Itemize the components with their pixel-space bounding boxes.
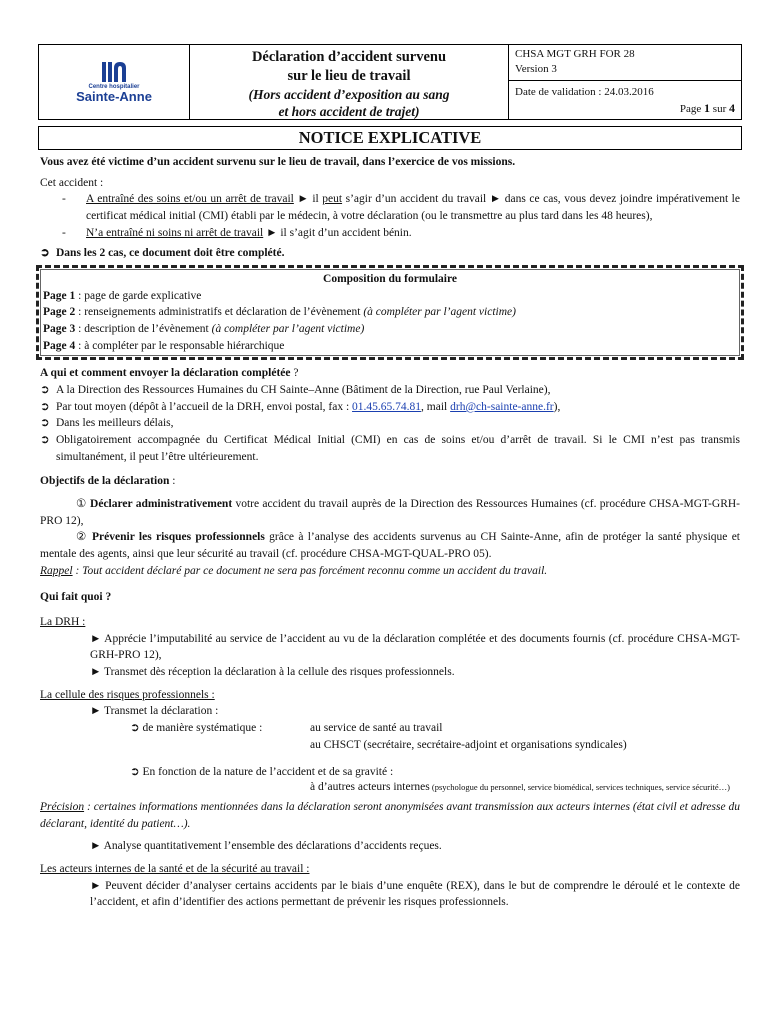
- page-total: 4: [729, 100, 735, 115]
- title-line-2: sur le lieu de travail: [287, 67, 411, 84]
- arrow-icon: ➲: [130, 765, 140, 778]
- objectives-title: Objectifs de la déclaration :: [40, 475, 176, 488]
- document-header: [38, 44, 742, 120]
- analyse-line: ► Analyse quantitativement l’ensemble des déclarations d’accidents reçues.: [90, 840, 442, 853]
- header-title-cell: [190, 45, 509, 119]
- accident-cases-list: [40, 191, 740, 241]
- rappel-note: Rappel : Tout accident déclaré par ce document ne sera pas forcément reconnu comme un accident du travail.: [40, 564, 548, 577]
- doc-reference: CHSA MGT GRH FOR 28: [515, 48, 635, 60]
- drh-line-1: ► Apprécie l’imputabilité au service de l’accident au vu de la déclaration complétée et des documents fournis (cf. procédure CHSA-MGT-GRH-PRO 12),: [90, 632, 740, 662]
- hospital-logo-icon: [99, 60, 129, 84]
- logo-name: Sainte-Anne: [76, 89, 152, 105]
- drh-label: La DRH :: [40, 616, 86, 629]
- case-1-heading: A entraîné des soins et/ou un arrêt de travail: [86, 193, 294, 206]
- header-meta-cell: [509, 45, 741, 119]
- acteurs-label: Les acteurs internes de la santé et de la sécurité au travail :: [40, 863, 310, 876]
- arrow-icon: ➲: [40, 400, 50, 413]
- acteurs-line-1: ► Peuvent décider d’analyser certains accidents par le biais d’une enquête (REX), dans le but de comprendre le déroulé et le contexte de l’accident, et afin d’identifier des actions permettant de prévenir les risques professionnels.: [90, 879, 740, 909]
- objective-2: ② Prévenir les risques professionnels grâce à l’analyse des accidents survenus au CH Sainte-Anne, afin de protéger la santé physique et mentale des agents, ainsi que leur sécurité au travail (cf. procédure CHSA-MGT-QUAL-PRO 05).: [40, 531, 740, 561]
- send-line-3: ➲ Dans les meilleurs délais,: [40, 415, 740, 432]
- nature-line: ➲ En fonction de la nature de l’accident et de sa gravité :: [130, 765, 394, 778]
- systematic-block: [40, 720, 740, 753]
- systematic-label: ➲ de manière systématique :: [130, 722, 263, 735]
- main-content: [40, 154, 740, 911]
- qui-fait-quoi-title: Qui fait quoi ?: [40, 591, 112, 604]
- drh-line-2: ► Transmet dès réception la déclaration à la cellule des risques professionnels.: [90, 666, 455, 679]
- composition-box: [36, 265, 744, 360]
- page-indicator: Page 1 sur 4: [679, 100, 735, 115]
- validation-date: Date de validation : 24.03.2016: [515, 86, 654, 98]
- subtitle-line-1: (Hors accident d’exposition au sang: [248, 86, 450, 102]
- systematic-dest-1: au service de santé au travail: [310, 722, 443, 735]
- cet-accident-label: Cet accident :: [40, 176, 104, 189]
- hospital-logo: [76, 60, 152, 104]
- send-title: A qui et comment envoyer la déclaration complétée ?: [40, 367, 299, 380]
- logo-small-text: Centre hospitalier: [88, 84, 140, 91]
- list-item: - A entraîné des soins et/ou un arrêt de travail ► il peut s’agir d’un accident du travail ► dans ce cas, vous devez joindre impérativement le certificat médical initial (CMI) établi par le médecin, à votre déclaration (ou le transmettre au plus tard dans les 48 heures),: [62, 193, 740, 223]
- composition-page-4: Page 4 : à compléter par le responsable hiérarchique: [43, 339, 285, 352]
- arrow-icon: ➲: [40, 384, 50, 397]
- mail-link[interactable]: drh@ch-sainte-anne.fr: [450, 400, 554, 413]
- internes-line: à d’autres acteurs internes (psychologue du personnel, service biomédical, services techniques, service sécurité…): [310, 781, 730, 794]
- subtitle-line-2: et hors accident de trajet): [278, 104, 420, 120]
- objective-1: ① Déclarer administrativement votre accident du travail auprès de la Direction des Ressources Humaines (cf. procédure CHSA-MGT-GRH-PRO 12),: [40, 498, 740, 527]
- systematic-dest-2: au CHSCT (secrétaire, secrétaire-adjoint et organisations syndicales): [310, 738, 627, 751]
- arrow-icon: ➲: [130, 722, 140, 735]
- send-line-2: ➲ Par tout moyen (dépôt à l’accueil de la DRH, envoi postal, fax : 01.45.65.74.81, mail drh@ch-sainte-anne.fr),: [40, 399, 740, 416]
- intro-text: Vous avez été victime d’un accident survenu sur le lieu de travail, dans l’exercice de vos missions.: [40, 156, 516, 168]
- title-line-1: Déclaration d’accident survenu: [251, 49, 447, 65]
- arrow-icon: ➲: [40, 434, 50, 447]
- both-cases-note: ➲ Dans les 2 cas, ce document doit être complété.: [40, 245, 740, 262]
- cellule-line-1: ► Transmet la déclaration :: [90, 705, 219, 718]
- arrow-icon: ➲: [40, 247, 50, 260]
- fax-number: 01.45.65.74.81: [352, 400, 422, 413]
- logo-cell: [39, 45, 190, 119]
- composition-page-3: Page 3 : description de l’évènement (à compléter par l’agent victime): [43, 323, 365, 336]
- arrow-icon: ➲: [40, 417, 50, 430]
- cellule-label: La cellule des risques professionnels :: [40, 688, 215, 701]
- notice-title: NOTICE EXPLICATIVE: [38, 126, 742, 150]
- send-line-4: ➲ Obligatoirement accompagnée du Certificat Médical Initial (CMI) en cas de soins et/ou d’arrêt de travail. Si le CMI n’est pas transmis simultanément, il peut l’être ultérieurement.: [40, 434, 740, 463]
- case-2-heading: N’a entraîné ni soins ni arrêt de travail: [86, 226, 264, 239]
- composition-page-1: Page 1 : page de garde explicative: [43, 289, 202, 302]
- precision-note: Précision : certaines informations mentionnées dans la déclaration seront anonymisées avant transmission aux acteurs internes (état civil et adresse du déclarant, identité du patient…).: [40, 801, 740, 830]
- send-line-1: ➲ A la Direction des Ressources Humaines du CH Sainte–Anne (Bâtiment de la Direction, rue Paul Verlaine),: [40, 382, 740, 399]
- doc-version: Version 3: [515, 62, 557, 75]
- composition-page-2: Page 2 : renseignements administratifs et déclaration de l’évènement (à compléter par l’agent victime): [43, 306, 516, 319]
- page-number: 1: [704, 100, 711, 115]
- list-item: - N’a entraîné ni soins ni arrêt de travail ► il s’agit d’un accident bénin.: [62, 226, 412, 239]
- composition-title: Composition du formulaire: [323, 273, 457, 286]
